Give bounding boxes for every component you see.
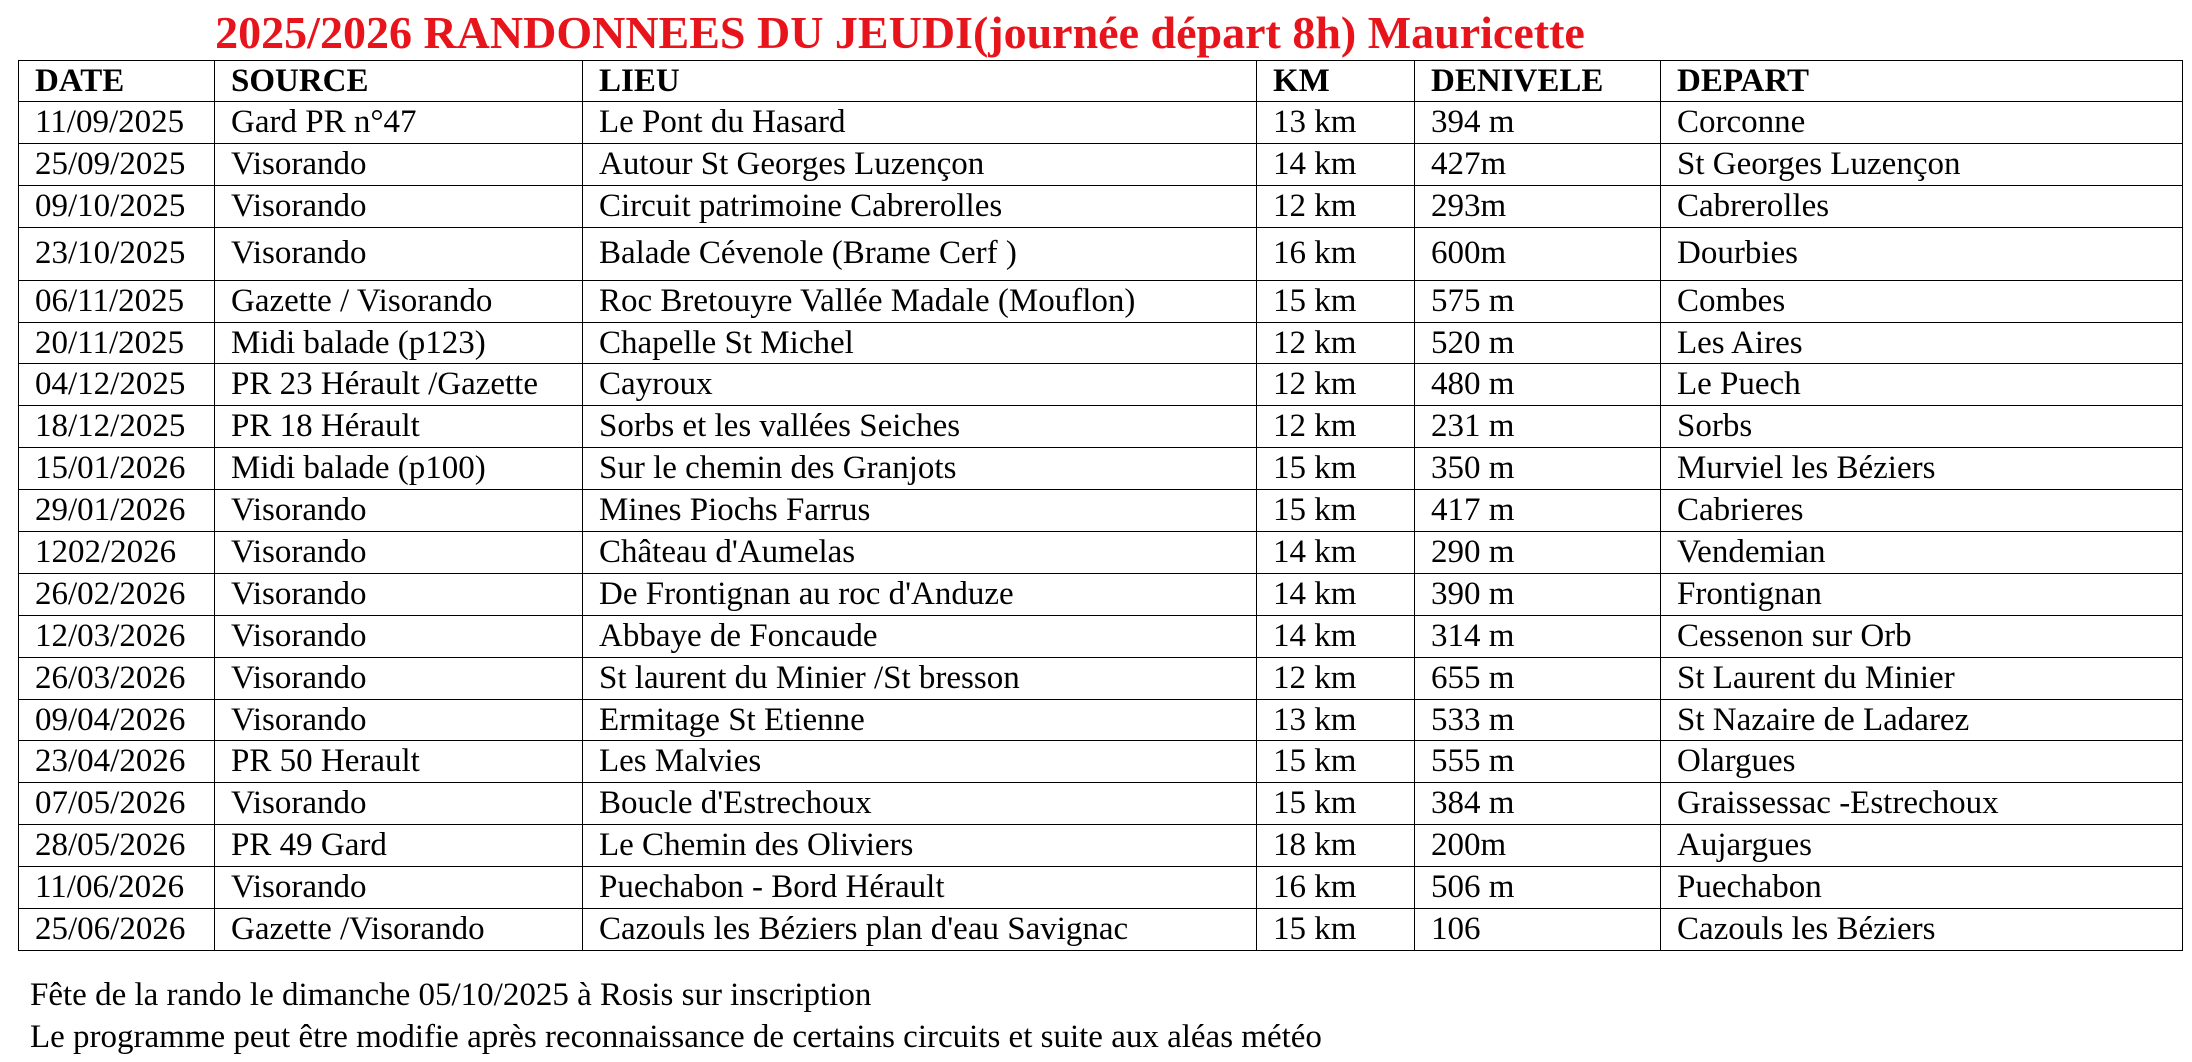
cell-denivele: 533 m bbox=[1415, 699, 1661, 741]
table-row bbox=[19, 783, 2183, 825]
cell-lieu: St laurent du Minier /St bresson bbox=[583, 657, 1257, 699]
cell-denivele: 384 m bbox=[1415, 783, 1661, 825]
table-row bbox=[19, 573, 2183, 615]
cell-depart: Cazouls les Béziers bbox=[1661, 909, 2183, 951]
cell-source: Visorando bbox=[215, 867, 583, 909]
cell-source: Gard PR n°47 bbox=[215, 102, 583, 144]
cell-denivele: 394 m bbox=[1415, 102, 1661, 144]
cell-km: 16 km bbox=[1257, 867, 1415, 909]
cell-source: Visorando bbox=[215, 573, 583, 615]
cell-source: Gazette /Visorando bbox=[215, 909, 583, 951]
cell-date: 09/04/2026 bbox=[19, 699, 215, 741]
cell-lieu: Chapelle St Michel bbox=[583, 322, 1257, 364]
cell-lieu: Puechabon - Bord Hérault bbox=[583, 867, 1257, 909]
cell-source: PR 18 Hérault bbox=[215, 406, 583, 448]
cell-lieu: Autour St Georges Luzençon bbox=[583, 143, 1257, 185]
cell-depart: Corconne bbox=[1661, 102, 2183, 144]
cell-date: 15/01/2026 bbox=[19, 448, 215, 490]
cell-depart: St Georges Luzençon bbox=[1661, 143, 2183, 185]
cell-depart: Combes bbox=[1661, 280, 2183, 322]
cell-depart: Les Aires bbox=[1661, 322, 2183, 364]
cell-source: PR 23 Hérault /Gazette bbox=[215, 364, 583, 406]
table-row bbox=[19, 615, 2183, 657]
table-row bbox=[19, 143, 2183, 185]
cell-date: 07/05/2026 bbox=[19, 783, 215, 825]
table-row bbox=[19, 490, 2183, 532]
cell-date: 28/05/2026 bbox=[19, 825, 215, 867]
header-lieu: LIEU bbox=[583, 61, 1257, 102]
header-date: DATE bbox=[19, 61, 215, 102]
cell-date: 26/03/2026 bbox=[19, 657, 215, 699]
cell-lieu: Cazouls les Béziers plan d'eau Savignac bbox=[583, 909, 1257, 951]
cell-source: Visorando bbox=[215, 783, 583, 825]
cell-date: 26/02/2026 bbox=[19, 573, 215, 615]
cell-km: 12 km bbox=[1257, 364, 1415, 406]
cell-source: Visorando bbox=[215, 185, 583, 227]
cell-depart: St Nazaire de Ladarez bbox=[1661, 699, 2183, 741]
cell-km: 15 km bbox=[1257, 280, 1415, 322]
cell-date: 23/04/2026 bbox=[19, 741, 215, 783]
cell-source: Visorando bbox=[215, 227, 583, 280]
cell-lieu: Sorbs et les vallées Seiches bbox=[583, 406, 1257, 448]
cell-lieu: Abbaye de Foncaude bbox=[583, 615, 1257, 657]
cell-denivele: 350 m bbox=[1415, 448, 1661, 490]
cell-depart: Murviel les Béziers bbox=[1661, 448, 2183, 490]
cell-km: 12 km bbox=[1257, 406, 1415, 448]
cell-km: 13 km bbox=[1257, 102, 1415, 144]
cell-date: 06/11/2025 bbox=[19, 280, 215, 322]
cell-date: 11/06/2026 bbox=[19, 867, 215, 909]
cell-date: 09/10/2025 bbox=[19, 185, 215, 227]
table-row bbox=[19, 322, 2183, 364]
cell-denivele: 106 bbox=[1415, 909, 1661, 951]
cell-depart: Cabrerolles bbox=[1661, 185, 2183, 227]
cell-date: 11/09/2025 bbox=[19, 102, 215, 144]
cell-source: Visorando bbox=[215, 699, 583, 741]
cell-source: Visorando bbox=[215, 615, 583, 657]
cell-depart: Sorbs bbox=[1661, 406, 2183, 448]
cell-source: Visorando bbox=[215, 657, 583, 699]
cell-km: 12 km bbox=[1257, 322, 1415, 364]
cell-km: 14 km bbox=[1257, 573, 1415, 615]
table-row bbox=[19, 741, 2183, 783]
cell-km: 15 km bbox=[1257, 490, 1415, 532]
cell-denivele: 293m bbox=[1415, 185, 1661, 227]
cell-denivele: 575 m bbox=[1415, 280, 1661, 322]
cell-lieu: Mines Piochs Farrus bbox=[583, 490, 1257, 532]
cell-date: 23/10/2025 bbox=[19, 227, 215, 280]
table-row bbox=[19, 699, 2183, 741]
cell-lieu: Roc Bretouyre Vallée Madale (Mouflon) bbox=[583, 280, 1257, 322]
cell-denivele: 290 m bbox=[1415, 532, 1661, 574]
table-body bbox=[19, 102, 2183, 951]
cell-date: 1202/2026 bbox=[19, 532, 215, 574]
document-title: 2025/2026 RANDONNEES DU JEUDI(journée départ 8h) Mauricette bbox=[215, 7, 1585, 58]
cell-denivele: 655 m bbox=[1415, 657, 1661, 699]
cell-km: 18 km bbox=[1257, 825, 1415, 867]
cell-denivele: 480 m bbox=[1415, 364, 1661, 406]
cell-lieu: Sur le chemin des Granjots bbox=[583, 448, 1257, 490]
cell-km: 14 km bbox=[1257, 532, 1415, 574]
cell-source: Gazette / Visorando bbox=[215, 280, 583, 322]
cell-km: 15 km bbox=[1257, 448, 1415, 490]
cell-km: 12 km bbox=[1257, 657, 1415, 699]
footer-note-programme: Le programme peut être modifie après reconnaissance de certains circuits et suite aux aléas météo bbox=[30, 1019, 1322, 1055]
table-row bbox=[19, 185, 2183, 227]
cell-km: 14 km bbox=[1257, 143, 1415, 185]
cell-date: 20/11/2025 bbox=[19, 322, 215, 364]
table-row bbox=[19, 909, 2183, 951]
cell-km: 15 km bbox=[1257, 741, 1415, 783]
cell-depart: Dourbies bbox=[1661, 227, 2183, 280]
table-row bbox=[19, 657, 2183, 699]
table-row bbox=[19, 448, 2183, 490]
cell-depart: Aujargues bbox=[1661, 825, 2183, 867]
cell-depart: Cessenon sur Orb bbox=[1661, 615, 2183, 657]
cell-depart: Cabrieres bbox=[1661, 490, 2183, 532]
header-source: SOURCE bbox=[215, 61, 583, 102]
table-header-row bbox=[19, 61, 2183, 102]
table-row bbox=[19, 406, 2183, 448]
cell-km: 12 km bbox=[1257, 185, 1415, 227]
cell-denivele: 231 m bbox=[1415, 406, 1661, 448]
table-row bbox=[19, 364, 2183, 406]
cell-denivele: 520 m bbox=[1415, 322, 1661, 364]
footer-note-fete: Fête de la rando le dimanche 05/10/2025 à Rosis sur inscription bbox=[30, 977, 872, 1013]
table-row bbox=[19, 280, 2183, 322]
cell-depart: St Laurent du Minier bbox=[1661, 657, 2183, 699]
cell-denivele: 427m bbox=[1415, 143, 1661, 185]
cell-date: 12/03/2026 bbox=[19, 615, 215, 657]
header-km: KM bbox=[1257, 61, 1415, 102]
cell-lieu: Château d'Aumelas bbox=[583, 532, 1257, 574]
cell-lieu: De Frontignan au roc d'Anduze bbox=[583, 573, 1257, 615]
cell-km: 14 km bbox=[1257, 615, 1415, 657]
cell-lieu: Balade Cévenole (Brame Cerf ) bbox=[583, 227, 1257, 280]
table-row bbox=[19, 867, 2183, 909]
cell-denivele: 600m bbox=[1415, 227, 1661, 280]
cell-depart: Le Puech bbox=[1661, 364, 2183, 406]
cell-km: 13 km bbox=[1257, 699, 1415, 741]
cell-date: 25/06/2026 bbox=[19, 909, 215, 951]
cell-source: Midi balade (p123) bbox=[215, 322, 583, 364]
cell-depart: Olargues bbox=[1661, 741, 2183, 783]
cell-source: Visorando bbox=[215, 490, 583, 532]
cell-km: 15 km bbox=[1257, 783, 1415, 825]
cell-denivele: 506 m bbox=[1415, 867, 1661, 909]
cell-source: PR 50 Herault bbox=[215, 741, 583, 783]
cell-lieu: Le Chemin des Oliviers bbox=[583, 825, 1257, 867]
cell-lieu: Circuit patrimoine Cabrerolles bbox=[583, 185, 1257, 227]
cell-lieu: Les Malvies bbox=[583, 741, 1257, 783]
cell-source: Midi balade (p100) bbox=[215, 448, 583, 490]
cell-date: 18/12/2025 bbox=[19, 406, 215, 448]
cell-date: 04/12/2025 bbox=[19, 364, 215, 406]
table-row bbox=[19, 825, 2183, 867]
cell-lieu: Le Pont du Hasard bbox=[583, 102, 1257, 144]
hike-schedule-table bbox=[18, 60, 2183, 951]
cell-denivele: 417 m bbox=[1415, 490, 1661, 532]
cell-denivele: 555 m bbox=[1415, 741, 1661, 783]
table-row bbox=[19, 532, 2183, 574]
cell-lieu: Boucle d'Estrechoux bbox=[583, 783, 1257, 825]
cell-source: PR 49 Gard bbox=[215, 825, 583, 867]
cell-denivele: 390 m bbox=[1415, 573, 1661, 615]
cell-source: Visorando bbox=[215, 532, 583, 574]
header-denivele: DENIVELE bbox=[1415, 61, 1661, 102]
cell-depart: Graissessac -Estrechoux bbox=[1661, 783, 2183, 825]
cell-km: 16 km bbox=[1257, 227, 1415, 280]
cell-lieu: Ermitage St Etienne bbox=[583, 699, 1257, 741]
cell-source: Visorando bbox=[215, 143, 583, 185]
cell-denivele: 200m bbox=[1415, 825, 1661, 867]
cell-km: 15 km bbox=[1257, 909, 1415, 951]
cell-denivele: 314 m bbox=[1415, 615, 1661, 657]
cell-depart: Frontignan bbox=[1661, 573, 2183, 615]
cell-depart: Vendemian bbox=[1661, 532, 2183, 574]
cell-date: 25/09/2025 bbox=[19, 143, 215, 185]
header-depart: DEPART bbox=[1661, 61, 2183, 102]
table-row bbox=[19, 227, 2183, 280]
cell-lieu: Cayroux bbox=[583, 364, 1257, 406]
table-row bbox=[19, 102, 2183, 144]
cell-date: 29/01/2026 bbox=[19, 490, 215, 532]
cell-depart: Puechabon bbox=[1661, 867, 2183, 909]
